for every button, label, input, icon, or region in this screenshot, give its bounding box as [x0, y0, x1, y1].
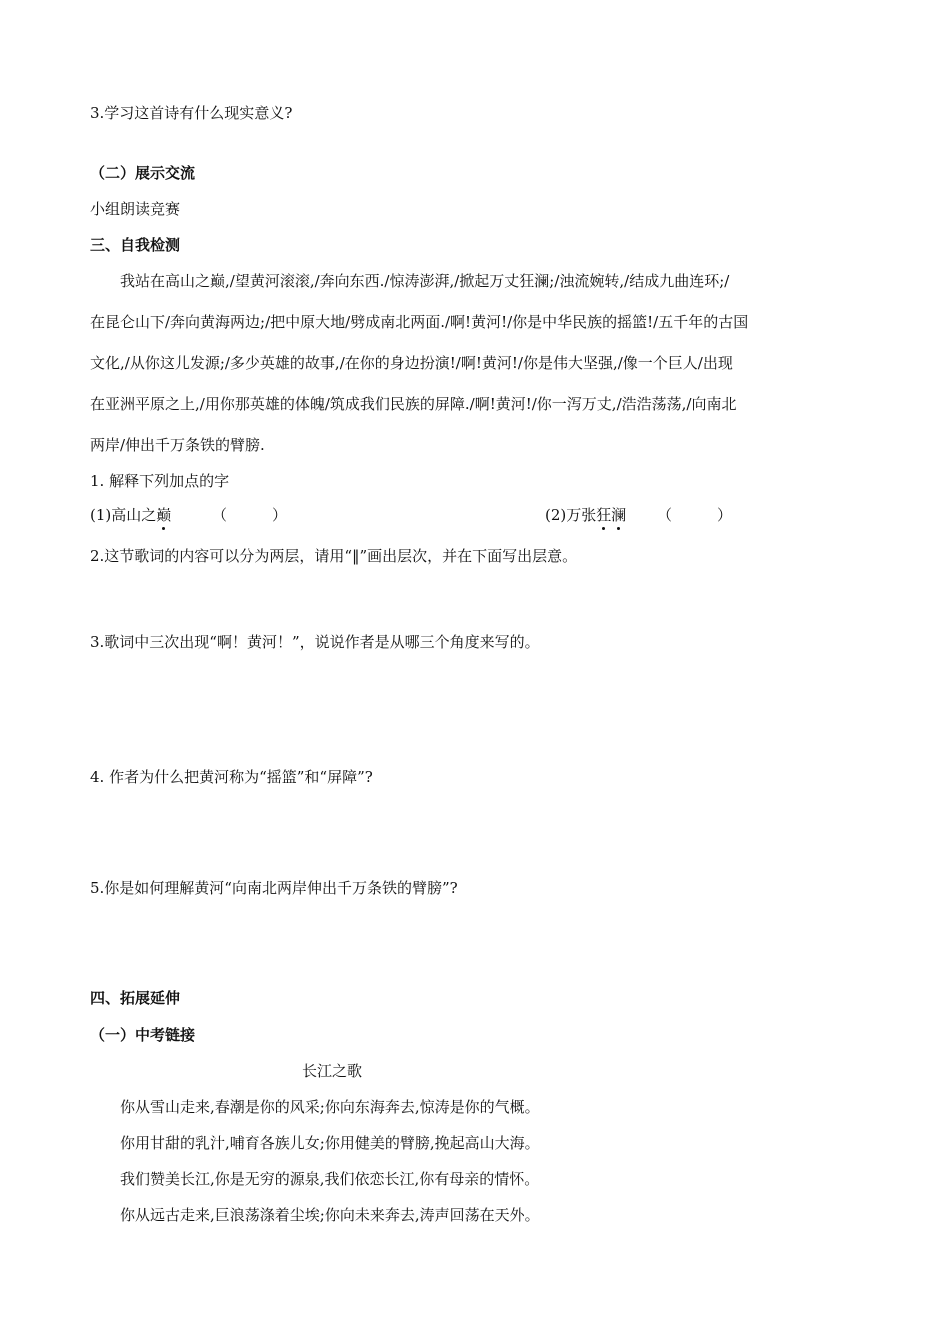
passage-line: 两岸/伸出千万条铁的臂膀.	[90, 436, 265, 454]
passage-line: 在昆仑山下/奔向黄海两边;/把中原大地/劈成南北两面./啊!黄河!/你是中华民族的摇篮!/五千年的古国	[90, 313, 749, 331]
poem-line: 你用甘甜的乳汁,哺育各族儿女;你用健美的臂膀,挽起高山大海。	[90, 1134, 540, 1152]
dotted-char: 巅	[156, 506, 172, 524]
section-3-heading: 三、自我检测	[90, 236, 181, 254]
poem-line: 我们赞美长江,你是无穷的源泉,我们依恋长江,你有母亲的情怀。	[90, 1170, 540, 1188]
passage-line: 在亚洲平原之上,/用你那英雄的体魄/筑成我们民族的屏障./啊!黄河!/你一泻万丈,/浩浩荡荡,/向南北	[90, 395, 737, 413]
poem-line: 你从远古走来,巨浪荡涤着尘埃;你向未来奔去,涛声回荡在天外。	[90, 1206, 540, 1224]
item-1-text: (1)高山之	[90, 506, 157, 524]
section-4-heading: 四、拓展延伸	[90, 989, 181, 1007]
dotted-char: 狂	[596, 506, 612, 524]
section-4-1-heading: （一）中考链接	[90, 1026, 196, 1044]
question-2: 2.这节歌词的内容可以分为两层，请用“‖”画出层次，并在下面写出层意。	[90, 547, 578, 565]
passage-line: 我站在高山之巅,/望黄河滚滚,/奔向东西./惊涛澎湃,/掀起万丈狂澜;/浊流婉转,/结成九曲连环;/	[90, 272, 730, 290]
section-2-heading: （二）展示交流	[90, 164, 196, 182]
question-4: 4. 作者为什么把黄河称为“摇篮”和“屏障”?	[90, 768, 373, 786]
poem-title: 长江之歌	[302, 1062, 363, 1080]
answer-blank-1: （ ）	[212, 506, 288, 524]
question-meaning: 3.学习这首诗有什么现实意义?	[90, 104, 293, 122]
question-3: 3.歌词中三次出现“啊！黄河！”，说说作者是从哪三个角度来写的。	[90, 633, 540, 651]
passage-line: 文化,/从你这儿发源;/多少英雄的故事,/在你的身边扮演!/啊!黄河!/你是伟大坚强,/像一个巨人/出现	[90, 354, 733, 372]
poem-line: 你从雪山走来,春潮是你的风采;你向东海奔去,惊涛是你的气概。	[90, 1098, 540, 1116]
question-1-item-2	[545, 505, 626, 525]
dotted-char: 澜	[611, 506, 627, 524]
question-1-item-1	[90, 505, 171, 525]
item-2-text: (2)万张	[545, 506, 597, 524]
section-2-text: 小组朗读竞赛	[90, 200, 181, 218]
question-5: 5.你是如何理解黄河“向南北两岸伸出千万条铁的臂膀”?	[90, 879, 458, 897]
answer-blank-2: （ ）	[657, 506, 733, 524]
question-1-title: 1. 解释下列加点的字	[90, 472, 230, 490]
